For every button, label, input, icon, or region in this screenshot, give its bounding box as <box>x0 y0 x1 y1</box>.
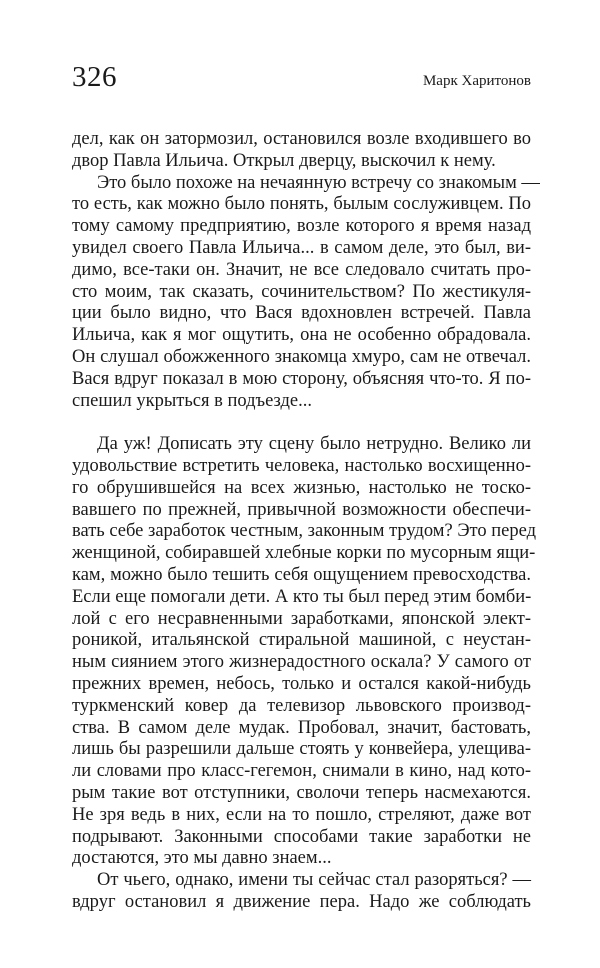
text-line: Если еще помогали дети. А кто ты был перед этим бомби- <box>72 586 532 607</box>
text-line: го обрушившейся на всех жизнью, настолько не тоско- <box>72 477 531 498</box>
text-line: Да уж! Дописать эту сцену было нетрудно. Велико ли <box>97 434 531 455</box>
text-line: то есть, как можно было понять, былым сослуживцем. По <box>72 194 531 215</box>
text-line: вать себе заработок честным, законным трудом? Это перед <box>72 521 536 542</box>
text-line: Не зря ведь в них, если на то пошло, стреляют, даже вот <box>72 804 531 825</box>
text-line: рым такие вот отступники, сволочи теперь насмехаются. <box>72 782 531 803</box>
text-line: двор Павла Ильича. Открыл дверцу, выскочил к нему. <box>72 150 496 171</box>
page-number: 326 <box>72 61 117 93</box>
page-header <box>72 60 531 100</box>
text-line: ным сиянием этого жизнерадостного оскала? У самого от <box>72 652 531 673</box>
text-line: увидел своего Павла Ильича... в самом деле, это был, ви- <box>72 237 531 258</box>
text-line: прежних времен, небось, только и остался какой-нибудь <box>72 673 531 694</box>
body-text <box>72 129 540 914</box>
text-line: От чьего, однако, имени ты сейчас стал разоряться? — <box>97 870 531 891</box>
paragraph <box>72 434 536 870</box>
text-line: спешил укрыться в подъезде... <box>72 390 312 411</box>
text-line: вавшего по прежней, привычной возможности обеспечи- <box>72 499 531 520</box>
text-line: туркменский ковер да телевизор львовского производ- <box>72 695 531 716</box>
text-line: тому самому предприятию, возле которого я время назад <box>72 216 531 237</box>
text-line: вдруг остановил я движение пера. Надо же соблюдать <box>72 891 531 912</box>
text-line: Ильича, как я мог ощутить, она не особенно обрадовала. <box>72 325 531 346</box>
paragraph <box>72 172 540 413</box>
text-line: женщиной, собиравшей хлебные корки по мусорным ящи- <box>72 543 536 564</box>
text-line: ли словами про класс-гегемон, снимали в кино, над кото- <box>72 761 531 782</box>
paragraph <box>72 129 531 173</box>
text-line: подрывают. Законными способами такие заработки не <box>72 826 531 847</box>
text-line: лой с его несравненными заработками, японской элект- <box>72 608 531 629</box>
text-line: Вася вдруг показал в мою сторону, объясняя что-то. Я по- <box>72 368 531 389</box>
text-line: удовольствие встретить человека, настолько восхищенно- <box>72 455 531 476</box>
text-line: ства. В самом деле мудак. Пробовал, значит, бастовать, <box>72 717 531 738</box>
text-line: Он слушал обожженного знакомца хмуро, сам не отвечал. <box>72 346 531 367</box>
text-line: лишь бы разрешили дальше стоять у конвейера, улещива- <box>72 739 531 760</box>
paragraph-gap <box>72 412 531 434</box>
text-line: кам, можно было тешить себя ощущением превосходства. <box>72 564 531 585</box>
running-head-author: Марк Харитонов <box>422 73 531 89</box>
text-line: достаются, это мы давно знаем... <box>72 848 332 869</box>
text-line: димо, все-таки он. Значит, не все следовало считать про- <box>72 259 531 280</box>
paragraph <box>72 870 531 914</box>
text-line: дел, как он затормозил, остановился возле входившего во <box>72 129 531 149</box>
text-line: роникой, итальянской стиральной машиной, с неустан- <box>72 630 531 651</box>
text-line: Это было похоже на нечаянную встречу со знакомым — <box>97 172 540 193</box>
text-line: ции было видно, что Вася вдохновлен встречей. Павла <box>72 303 531 324</box>
text-line: сто моим, так сказать, сочинительством? По жестикуля- <box>72 281 531 302</box>
